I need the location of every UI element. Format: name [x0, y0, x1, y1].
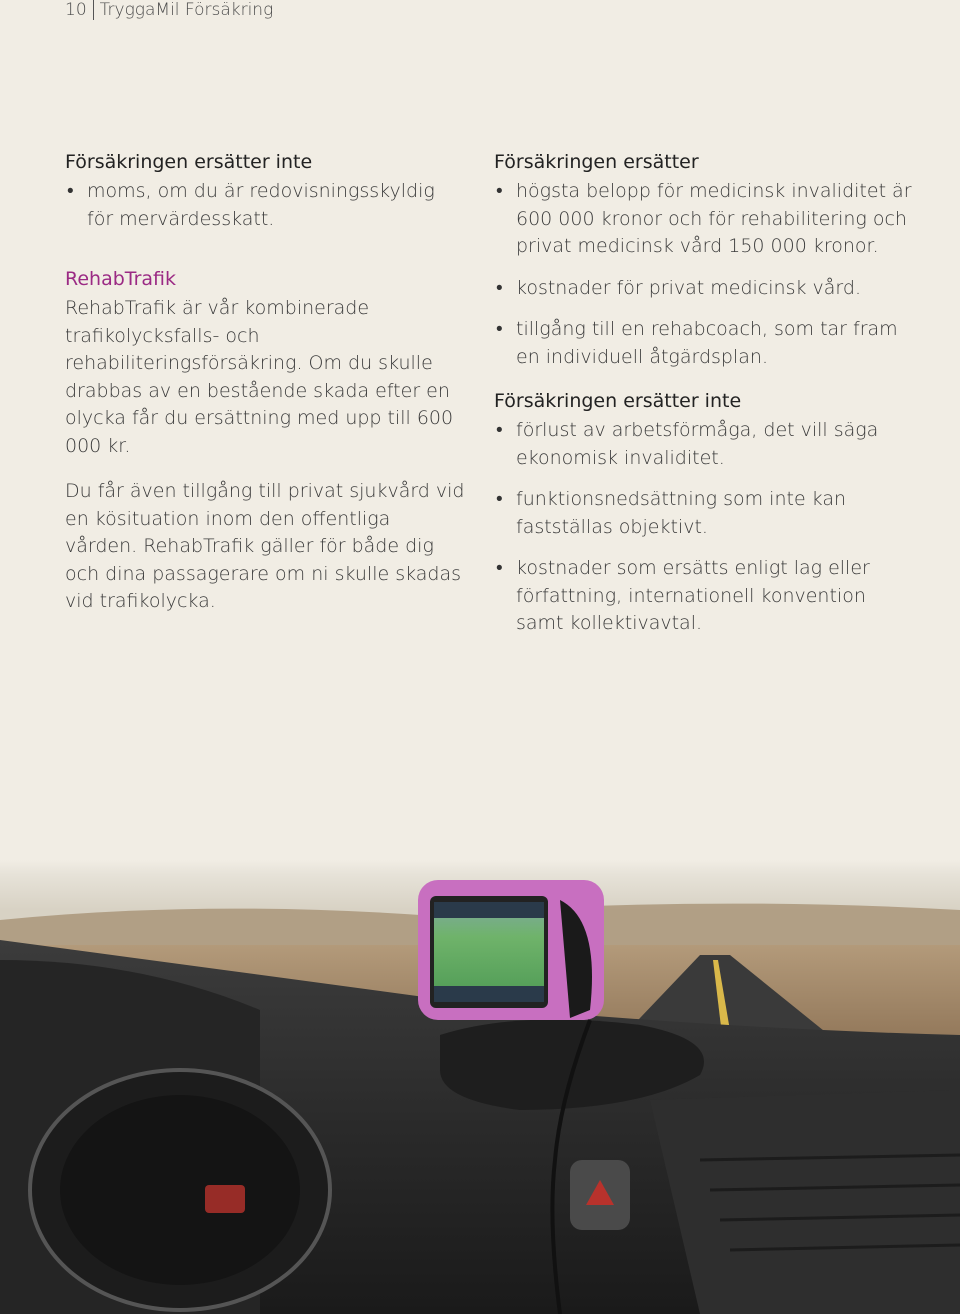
- left-heading-excluded: Försäkringen ersätter inte: [65, 151, 313, 173]
- spacer: [65, 247, 465, 265]
- rehabtrafik-paragraph-1: RehabTrafik är vår kombinerade trafikolycksfalls- och rehabiliteringsförsäkring. Om du skulle drabbas av en bestående skada efter en olycka får du ersättning med upp till 600 000 kr.: [65, 297, 454, 457]
- list-item: • moms, om du är redovisningsskyldig för mervärdesskatt.: [65, 178, 465, 233]
- left-excluded-list: [65, 178, 465, 233]
- excluded-list: [494, 417, 914, 638]
- page-header: [65, 0, 273, 20]
- car-dashboard-gps-photo: [0, 860, 960, 1314]
- rehabtrafik-paragraph-2: Du får även tillgång till privat sjukvård vid en kösituation inom den offentliga vården. RehabTrafik gäller för både dig och dina passagerare om ni skulle skadas vid trafikolycka.: [65, 480, 465, 612]
- list-item: • högsta belopp för medicinsk invaliditet är 600 000 kronor och för rehabilitering och privat medicinsk vård 150 000 kronor.: [494, 178, 914, 261]
- list-item: • förlust av arbetsförmåga, det vill säga ekonomisk invaliditet.: [494, 417, 914, 472]
- header-divider: [93, 0, 94, 20]
- covered-list: [494, 178, 914, 371]
- list-item: • kostnader för privat medicinsk vård.: [494, 275, 914, 303]
- rehabtrafik-heading: RehabTrafik: [65, 268, 177, 290]
- page-number: 10: [65, 0, 87, 20]
- publication-title: TryggaMil Försäkring: [99, 0, 274, 20]
- list-item: • tillgång till en rehabcoach, som tar fram en individuell åtgärdsplan.: [494, 316, 914, 371]
- list-item: • funktionsnedsättning som inte kan fastställas objektivt.: [494, 486, 914, 541]
- right-heading-covered: Försäkringen ersätter: [494, 151, 699, 173]
- list-item: • kostnader som ersätts enligt lag eller författning, internationell konvention samt kollektivavtal.: [494, 555, 914, 638]
- right-column: [494, 148, 914, 652]
- left-column: [65, 148, 465, 616]
- right-heading-excluded: Försäkringen ersätter inte: [494, 390, 742, 412]
